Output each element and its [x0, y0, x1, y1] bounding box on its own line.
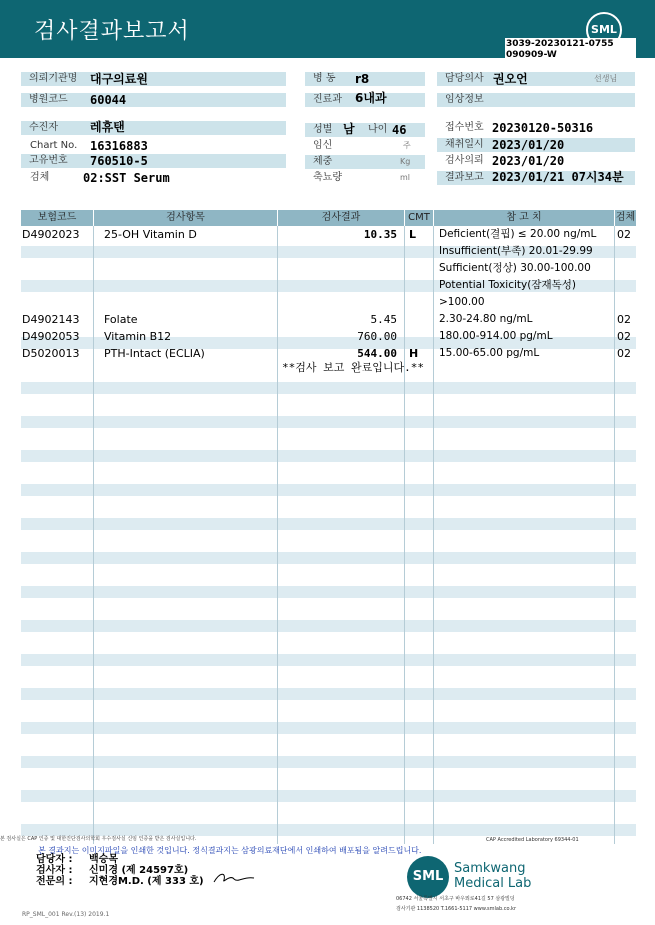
age-value: 46 [392, 123, 407, 137]
clinical-label: 임상정보 [437, 93, 635, 107]
col-divider [93, 226, 94, 844]
spec-cell: 02 [617, 313, 631, 326]
hospital-label: 의뢰기관명 [21, 72, 286, 86]
sml-logo-bottom-icon [407, 856, 449, 898]
preg-label: 임신 [313, 140, 333, 151]
logo-text: SML [591, 23, 617, 36]
ref-cell: 2.30-24.80 ng/mL [439, 313, 533, 325]
code-cell: D4902053 [22, 330, 80, 343]
row-band [21, 722, 636, 734]
sex-value: 남 [343, 122, 355, 136]
ref-cell: Insufficient(부족) 20.01-29.99 [439, 245, 593, 257]
row-band [21, 654, 636, 666]
request-label: 검사의뢰 [445, 155, 484, 166]
dept-value: 6내과 [355, 91, 387, 105]
header-cmt: CMT [405, 210, 433, 226]
preg-unit: 주 [403, 141, 411, 150]
ref-cell: Deficient(결핍) ≤ 20.00 ng/mL [439, 228, 597, 240]
request-value: 2023/01/20 [492, 154, 565, 168]
result-cell: 10.35 [363, 228, 397, 241]
address: 06742 서울특별시 서초구 바우뫼로41길 57 삼광빌딩 [396, 896, 515, 902]
row-band [21, 518, 636, 530]
report-label: 결과보고 [437, 171, 635, 185]
item-cell: Folate [104, 313, 138, 326]
hosp-code-label: 병원코드 [21, 93, 286, 107]
dept-label: 진료과 [305, 93, 425, 107]
row-band [21, 620, 636, 632]
result-cell: 544.00 [357, 347, 397, 360]
item-cell: Vitamin B12 [104, 330, 172, 343]
ref-cell: >100.00 [439, 296, 485, 308]
col-divider [277, 226, 278, 844]
age-label: 나이 [368, 124, 388, 135]
urine-label: 축뇨량 [313, 172, 342, 183]
receipt-value: 20230120-50316 [492, 121, 594, 135]
header-result: 검사결과 [278, 210, 404, 226]
signature-icon [212, 870, 256, 886]
ward-value: r8 [355, 72, 370, 86]
chart-label: Chart No. [30, 140, 78, 151]
hospital-value: 대구의료원 [90, 72, 148, 86]
hosp-code-value: 60044 [90, 93, 127, 107]
ref-cell: Potential Toxicity(잠재독성) [439, 279, 576, 291]
examiner-label: 검사자 : [36, 865, 73, 876]
cmt-cell: L [409, 228, 417, 241]
doctor-suffix: 선생님 [594, 74, 618, 83]
notice-text: 본 결과지는 이미지파일을 인쇄한 것입니다. 정식결과지는 삼광의료재단에서 인쇄하여 배포됨을 알려드립니다. [38, 846, 422, 855]
sex-label: 성별 [305, 123, 425, 137]
item-cell: 25-OH Vitamin D [104, 228, 197, 241]
ref-cell: 15.00-65.00 pg/mL [439, 347, 540, 359]
doctor-value: 권오언 [493, 72, 528, 86]
report-number-line1: 3039-20230121-0755 [506, 39, 614, 49]
specimen-label: 검체 [30, 172, 50, 183]
specialist-label: 전문의 : [36, 876, 73, 887]
col-divider [404, 226, 405, 844]
row-band [21, 382, 636, 394]
page-title: 검사결과보고서 [34, 19, 190, 44]
collect-label: 채취일시 [437, 138, 635, 152]
weight-unit: Kg [400, 157, 411, 166]
code-cell: D4902143 [22, 313, 80, 326]
weight-label: 체중 [305, 155, 425, 169]
brand-line2: Medical Lab [454, 876, 532, 891]
spec-cell: 02 [617, 347, 631, 360]
row-band [21, 586, 636, 598]
report-number-line2: 090909-W [506, 50, 557, 60]
form-number: RP_SML_001 Rev.(13) 2019.1 [22, 911, 110, 918]
spec-cell: 02 [617, 228, 631, 241]
spec-cell: 02 [617, 330, 631, 343]
result-cell: 5.45 [370, 313, 397, 326]
code-cell: D5020013 [22, 347, 80, 360]
ward-label: 병 동 [305, 72, 425, 86]
row-band [21, 450, 636, 462]
header-ref: 참 고 치 [434, 210, 614, 226]
header-spec: 검체 [615, 210, 636, 226]
code-cell: D4902023 [22, 228, 80, 241]
item-cell: PTH-Intact (ECLIA) [104, 347, 205, 360]
patient-label: 수진자 [21, 121, 286, 135]
row-band [21, 416, 636, 428]
cap-note: CAP Accredited Laboratory 69344-01 [486, 837, 579, 843]
chart-value: 16316883 [90, 139, 148, 153]
manager-label: 담당자 : [36, 854, 73, 865]
urine-unit: ml [400, 173, 411, 182]
brand-line1: Samkwang [454, 861, 526, 876]
patient-value: 레휴탠 [90, 120, 125, 134]
result-cell: 760.00 [357, 330, 397, 343]
ref-cell: Sufficient(정상) 30.00-100.00 [439, 262, 591, 274]
doctor-label: 담당의사 [437, 72, 635, 86]
cmt-cell: H [409, 347, 419, 360]
cert-note: 본 검사실은 CAP 인증 및 대한진단검사의학회 우수검사실 신임 인증을 받은 검사실입니다. [0, 836, 197, 842]
report-value: 2023/01/21 07시34분 [492, 170, 624, 184]
id-label: 고유번호 [21, 154, 286, 168]
phone: 검사기관 1138520 T.1661-5117 www.smlab.co.kr [396, 906, 517, 912]
row-band [21, 756, 636, 768]
logo-bottom-text: SML [412, 869, 444, 884]
id-value: 760510-5 [90, 154, 148, 168]
report-number [505, 38, 636, 61]
examiner-value: 신미경 (제 24597호) [89, 865, 189, 876]
specimen-value: 02:SST Serum [83, 171, 170, 185]
specialist-value: 지현경M.D. (제 333 호) [89, 876, 204, 887]
ref-cell: 180.00-914.00 pg/mL [439, 330, 553, 342]
header-item: 검사항목 [94, 210, 277, 226]
row-band [21, 552, 636, 564]
receipt-label: 접수번호 [445, 122, 484, 133]
col-divider [433, 226, 434, 844]
collect-value: 2023/01/20 [492, 138, 565, 152]
row-band [21, 688, 636, 700]
row-band [21, 790, 636, 802]
results-table [21, 210, 636, 844]
brand-name [454, 861, 531, 891]
row-band [21, 484, 636, 496]
header-code: 보험코드 [21, 210, 93, 226]
col-divider [614, 226, 615, 844]
manager-value: 백승목 [89, 854, 118, 865]
end-note: **검사 보고 완료입니다.** [282, 361, 424, 374]
